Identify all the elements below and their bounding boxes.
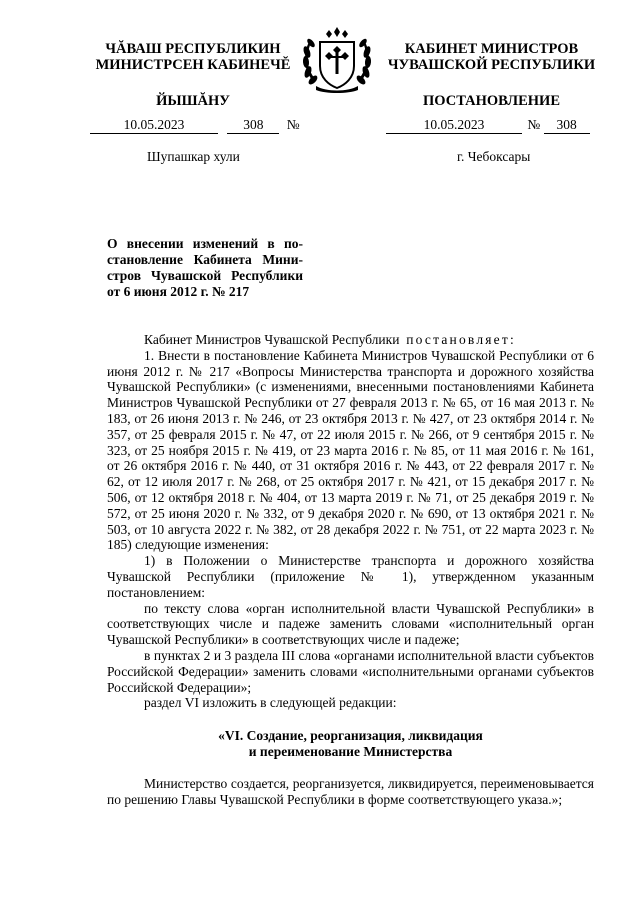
header-left-line1: ЧĂВАШ РЕСПУБЛИКИН xyxy=(105,41,281,57)
intro-paragraph xyxy=(107,332,594,348)
right-date-number-line xyxy=(386,117,590,134)
left-number-sign: № xyxy=(286,117,300,132)
paragraph-1: 1. Внести в постановление Кабинета Министров Чувашской Республики от 6 июня 2012 г. № 217 «Вопросы Министерства транспорта и дорожного хозяйства Чувашской Республики» (с изменениями, внесенными постановлениями Кабинета Министров Чувашской Республики от 27 февраля 2013 г. № 65, от 16 мая 2013 г. № 183, от 26 июня 2013 г. № 246, от 23 октября 2013 г. № 427, от 23 октября 2014 г. № 357, от 25 февраля 2015 г. № 47, от 22 июля 2015 г. № 266, от 9 сентября 2015 г. № 323, от 25 ноября 2015 г. № 419, от 23 марта 2016 г. № 85, от 11 мая 2016 г. № 161, от 26 октября 2016 г. № 440, от 31 октября 2016 г. № 443, от 22 февраля 2017 г. № 62, от 12 июля 2017 г. № 268, от 25 октября 2017 г. № 421, от 15 декабря 2017 г. № 506, от 12 октября 2018 г. № 404, от 13 марта 2019 г. № 71, от 25 декабря 2019 г. № 572, от 25 июня 2020 г. № 332, от 9 декабря 2020 г. № 690, от 13 октября 2021 г. № 503, от 10 августа 2022 г. № 382, от 28 декабря 2022 г. № 751, от 22 марта 2023 г. № 185) следующие изменения: xyxy=(107,347,594,553)
subject-line1: О внесении изменений в по- xyxy=(107,236,303,251)
right-number-sign: № xyxy=(527,117,541,132)
subject-line3: стров Чувашской Республики xyxy=(107,268,303,283)
section-title-line1: «VI. Создание, реорганизация, ликвидация xyxy=(218,728,483,744)
intro-lead: Кабинет Министров Чувашской Республики xyxy=(144,332,400,347)
document-subject xyxy=(107,236,303,300)
coat-of-arms-emblem xyxy=(298,22,376,94)
section-title xyxy=(107,728,594,760)
paragraph-4: в пунктах 2 и 3 раздела III слова «органами исполнительной власти субъектов Российской Федерации» заменить словами «исполнительными органами субъектов Российской Федерации»; xyxy=(107,647,594,695)
header-right-doc-type: ПОСТАНОВЛЕНИЕ xyxy=(422,93,560,109)
right-number: 308 xyxy=(544,117,590,134)
intro-decree-word: постановляет: xyxy=(406,332,516,347)
header-left xyxy=(62,41,324,109)
subject-line4: от 6 июня 2012 г. № 217 xyxy=(107,284,250,299)
paragraph-5: раздел VI изложить в следующей редакции: xyxy=(144,695,397,711)
right-date: 10.05.2023 xyxy=(386,117,522,134)
header-right xyxy=(369,41,614,109)
document-body xyxy=(107,332,594,808)
right-place: г. Чебоксары xyxy=(457,149,531,164)
left-place: Шупашкар хули xyxy=(147,149,240,164)
header-right-line1: КАБИНЕТ МИНИСТРОВ xyxy=(404,41,579,57)
left-date: 10.05.2023 xyxy=(90,117,218,134)
subject-line2: становление Кабинета Мини- xyxy=(107,252,303,267)
section-title-line2: и переименование Министерства xyxy=(248,744,453,760)
header-right-line2: ЧУВАШСКОЙ РЕСПУБЛИКИ xyxy=(387,57,596,73)
header-left-doc-type: ЙЫШĂНУ xyxy=(156,93,230,109)
paragraph-2: 1) в Положении о Министерстве транспорта и дорожного хозяйства Чувашской Республики (приложение № 1), утвержденном указанным постановлением: xyxy=(107,553,594,600)
left-date-number-line xyxy=(90,117,300,134)
left-number: 308 xyxy=(227,117,279,134)
paragraph-6: Министерство создается, реорганизуется, ликвидируется, переименовывается по решению Главы Чувашской Республики в форме соответствующего указа.»; xyxy=(107,776,594,807)
paragraph-3: по тексту слова «орган исполнительной власти Чувашской Республики» в соответствующих числе и падеже заменить словами «исполнительный орган Чувашской Республики» в соответствующих числе и падеже; xyxy=(107,600,594,648)
header-left-line2: МИНИСТРСЕН КАБИНЕЧĔ xyxy=(95,57,291,73)
